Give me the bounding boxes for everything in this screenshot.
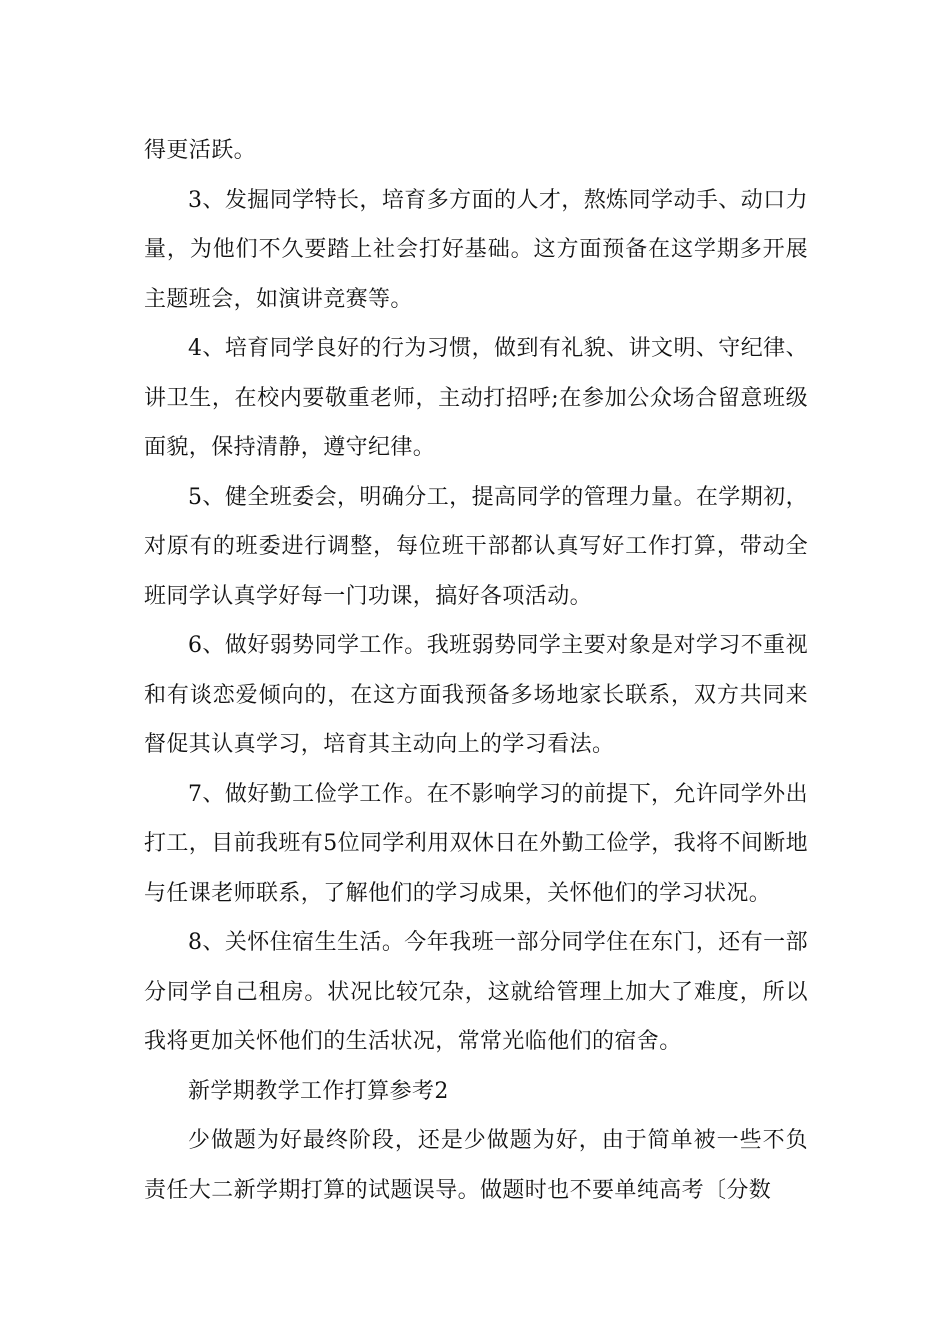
document-body [144,126,808,1215]
section-heading: 新学期教学工作打算参考2 [188,1078,449,1104]
paragraph-item-5: 5、健全班委会，明确分工，提高同学的管理力量。在学期初，对原有的班委进行调整，每位班干部都认真写好工作打算，带动全班同学认真学好每一门功课，搞好各项活动。 [144,484,808,609]
paragraph-continuation: 得更活跃。 [144,138,257,163]
paragraph-item-4: 4、培育同学良好的行为习惯，做到有礼貌、讲文明、守纪律、讲卫生，在校内要敬重老师，主动打招呼;在参加公众场合留意班级面貌，保持清静，遵守纪律。 [144,336,808,460]
paragraph-item-6: 6、做好弱势同学工作。我班弱势同学主要对象是对学习不重视和有谈恋爱倾向的，在这方面我预备多场地家长联系，双方共同来督促其认真学习，培育其主动向上的学习看法。 [144,633,808,757]
paragraph-item-7: 7、做好勤工俭学工作。在不影响学习的前提下，允许同学外出打工，目前我班有5位同学利用双休日在外勤工俭学，我将不间断地与任课老师联系，了解他们的学习成果，关怀他们的学习状况。 [144,781,808,906]
paragraph-item-8: 8、关怀住宿生生活。今年我班一部分同学住在东门，还有一部分同学自己租房。状况比较冗杂，这就给管理上加大了难度，所以我将更加关怀他们的生活状况，常常光临他们的宿舍。 [144,930,808,1054]
paragraph-closing: 少做题为好最终阶段，还是少做题为好，由于简单被一些不负责任大二新学期打算的试题误导。做题时也不要单纯高考〔分数 [144,1128,808,1203]
paragraph-item-3: 3、发掘同学特长，培育多方面的人才，熬炼同学动手、动口力量，为他们不久要踏上社会打好基础。这方面预备在这学期多开展主题班会，如演讲竞赛等。 [144,187,808,312]
